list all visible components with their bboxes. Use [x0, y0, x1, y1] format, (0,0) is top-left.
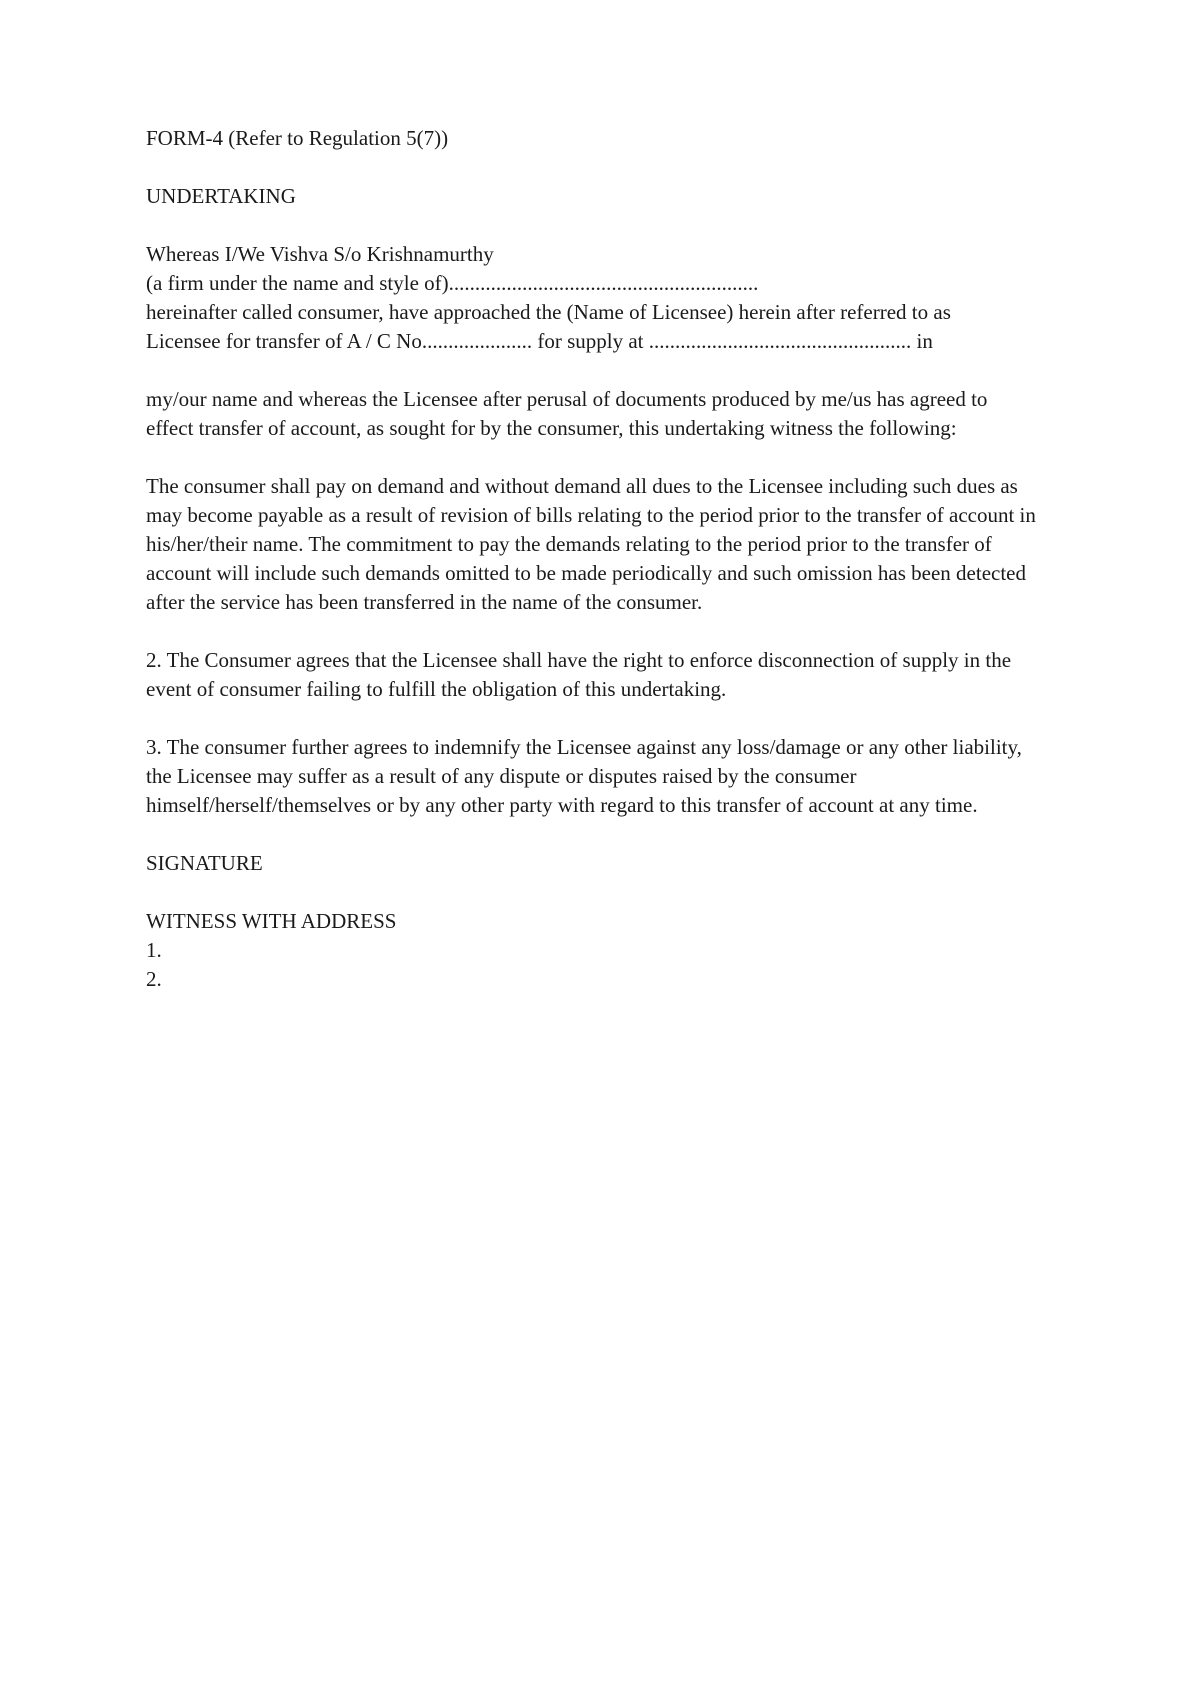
clause-3-line: himself/herself/themselves or by any other party with regard to this transfer of account at any time.: [146, 793, 978, 817]
intro-paragraph: [146, 240, 1176, 356]
spacer: [146, 153, 1176, 182]
spacer: [146, 820, 1176, 849]
form-header: FORM-4 (Refer to Regulation 5(7)): [146, 126, 449, 150]
clause-1-line: account will include such demands omitted to be made periodically and such omission has been detected: [146, 561, 1027, 585]
whereas-line: effect transfer of account, as sought for by the consumer, this undertaking witness the following:: [146, 416, 957, 440]
intro-line: Whereas I/We Vishva S/o Krishnamurthy: [146, 242, 494, 266]
signature-label: SIGNATURE: [146, 851, 263, 875]
document-page: [146, 124, 1176, 994]
clause-3-line: 3. The consumer further agrees to indemnify the Licensee against any loss/damage or any other liability,: [146, 735, 1022, 759]
intro-line: hereinafter called consumer, have approached the (Name of Licensee) herein after referred to as: [146, 300, 951, 324]
spacer: [146, 211, 1176, 240]
intro-line: (a firm under the name and style of)...........................................................: [146, 271, 759, 295]
clause-3-paragraph: [146, 733, 1176, 820]
witness-label: WITNESS WITH ADDRESS: [146, 909, 397, 933]
spacer: [146, 443, 1176, 472]
spacer: [146, 704, 1176, 733]
clause-2-paragraph: [146, 646, 1176, 704]
witness-item-2: 2.: [146, 967, 162, 991]
witness-item-1: 1.: [146, 938, 162, 962]
clause-2-line: 2. The Consumer agrees that the Licensee shall have the right to enforce disconnection of supply in the: [146, 648, 1012, 672]
whereas-paragraph: [146, 385, 1176, 443]
clause-2-line: event of consumer failing to fulfill the obligation of this undertaking.: [146, 677, 727, 701]
clause-1-line: The consumer shall pay on demand and without demand all dues to the Licensee including such dues as: [146, 474, 1018, 498]
spacer: [146, 617, 1176, 646]
spacer: [146, 356, 1176, 385]
spacer: [146, 878, 1176, 907]
clause-1-line: his/her/their name. The commitment to pay the demands relating to the period prior to the transfer of: [146, 532, 992, 556]
whereas-line: my/our name and whereas the Licensee after perusal of documents produced by me/us has agreed to: [146, 387, 988, 411]
form-title: UNDERTAKING: [146, 184, 296, 208]
clause-3-line: the Licensee may suffer as a result of any dispute or disputes raised by the consumer: [146, 764, 857, 788]
clause-1-line: may become payable as a result of revision of bills relating to the period prior to the transfer of account in: [146, 503, 1036, 527]
intro-line: Licensee for transfer of A / C No..................... for supply at .................................................. in: [146, 329, 933, 353]
clause-1-paragraph: [146, 472, 1176, 617]
clause-1-line: after the service has been transferred in the name of the consumer.: [146, 590, 703, 614]
